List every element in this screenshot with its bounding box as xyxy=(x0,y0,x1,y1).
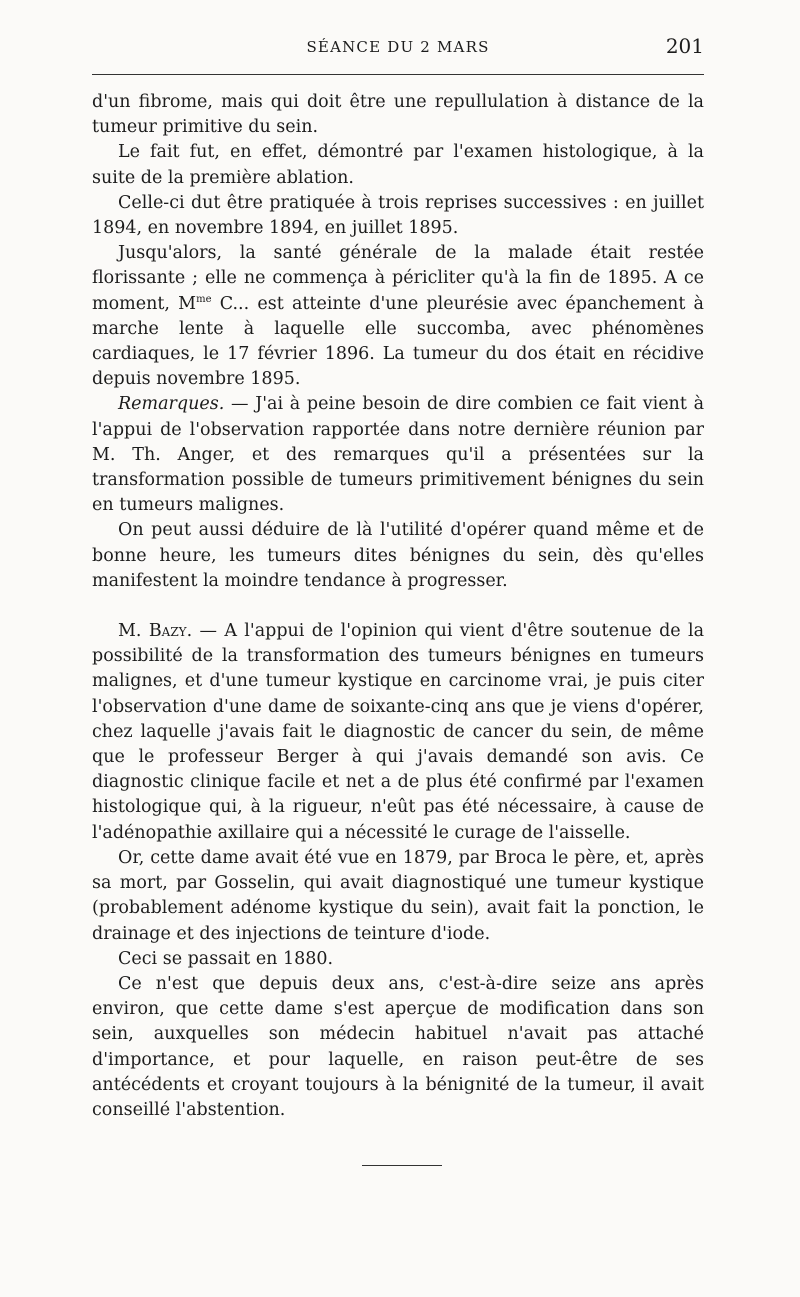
paragraph-text: Ce n'est que depuis deux ans, c'est-à-dire seize ans après environ, que cette dame s'est aperçue de modification dans son sein, auxquelles son médecin habituel n'avait pas attaché d'importance, et pour laquelle, en raison peut-être de ses antécédents et croyant toujours à la bénignité de la tumeur, il avait conseillé l'abstention. xyxy=(92,973,704,1120)
paragraph-text: On peut aussi déduire de là l'utilité d'opérer quand même et de bonne heure, les tumeurs dites bénignes du sein, dès qu'elles manifestent la moindre tendance à progresser. xyxy=(92,520,704,591)
speaker-name: Bazy xyxy=(148,621,187,642)
paragraph-text: . — A l'appui de l'opinion qui vient d'être soutenue de la possibilité de la transformation des tumeurs bénignes en tumeurs malignes, et d'une tumeur kystique en carcinome vrai, je puis citer l'observation d'une dame de soixante-cinq ans que je viens d'opérer, chez laquelle j'avais fait le diagnostic de cancer du sein, de même que le professeur Berger à qui j'avais demandé son avis. Ce diagnostic clinique facile et net a de plus été confirmé par l'examen histologique qui, à la rigueur, n'eût pas été nécessaire, à cause de l'adénopathie axillaire qui a nécessité le curage de l'aisselle. xyxy=(92,621,704,843)
header-rule xyxy=(92,74,704,75)
paragraph xyxy=(92,392,704,518)
paragraph-text: Le fait fut, en effet, démontré par l'examen histologique, à la suite de la première ablation. xyxy=(92,142,704,188)
paragraph xyxy=(92,140,704,190)
header-title: SÉANCE DU 2 MARS xyxy=(306,38,490,56)
paragraph xyxy=(92,90,704,140)
paragraph-text: Ceci se passait en 1880. xyxy=(118,948,334,969)
paragraph xyxy=(92,191,704,241)
paragraph-text: C... est atteinte d'une pleurésie avec épanchement à marche lente à laquelle elle succomba, avec phénomènes cardiaques, le 17 février 1896. La tumeur du dos était en récidive depuis novembre 1895. xyxy=(92,293,704,390)
paragraph xyxy=(92,241,704,392)
end-rule xyxy=(362,1165,442,1166)
body-text xyxy=(92,90,704,1123)
paragraph xyxy=(92,619,704,846)
superscript: me xyxy=(196,293,212,305)
paragraph-text: d'un fibrome, mais qui doit être une repullulation à distance de la tumeur primitive du sein. xyxy=(92,92,704,138)
paragraph-text: Jusqu'alors, la santé générale de la malade était restée florissante ; elle ne commença à péricliter qu'à la fin de 1895. A ce moment, M xyxy=(92,243,704,314)
speaker-prefix: M. xyxy=(118,621,149,642)
page-number: 201 xyxy=(665,34,704,58)
paragraph-text: Celle-ci dut être pratiquée à trois reprises successives : en juillet 1894, en novembre 1894, en juillet 1895. xyxy=(92,192,704,239)
paragraph xyxy=(92,846,704,947)
paragraph-text: — J'ai à peine besoin de dire combien ce fait vient à l'appui de l'observation rapportée dans notre dernière réunion par M. Th. Anger, et des remarques qu'il a présentées sur la transformation possible de tumeurs primitivement bénignes du sein en tumeurs malignes. xyxy=(92,394,704,516)
paragraph xyxy=(92,972,704,1123)
remarks-lead: Remarques. xyxy=(118,394,225,415)
running-header xyxy=(92,34,704,64)
paragraph xyxy=(92,947,704,972)
paragraph-text: Or, cette dame avait été vue en 1879, par Broca le père, et, après sa mort, par Gosselin, qui avait diagnostiqué une tumeur kystique (probablement adénome kystique du sein), avait fait la ponction, le drainage et des injections de teinture d'iode. xyxy=(92,847,704,944)
paragraph xyxy=(92,518,704,594)
